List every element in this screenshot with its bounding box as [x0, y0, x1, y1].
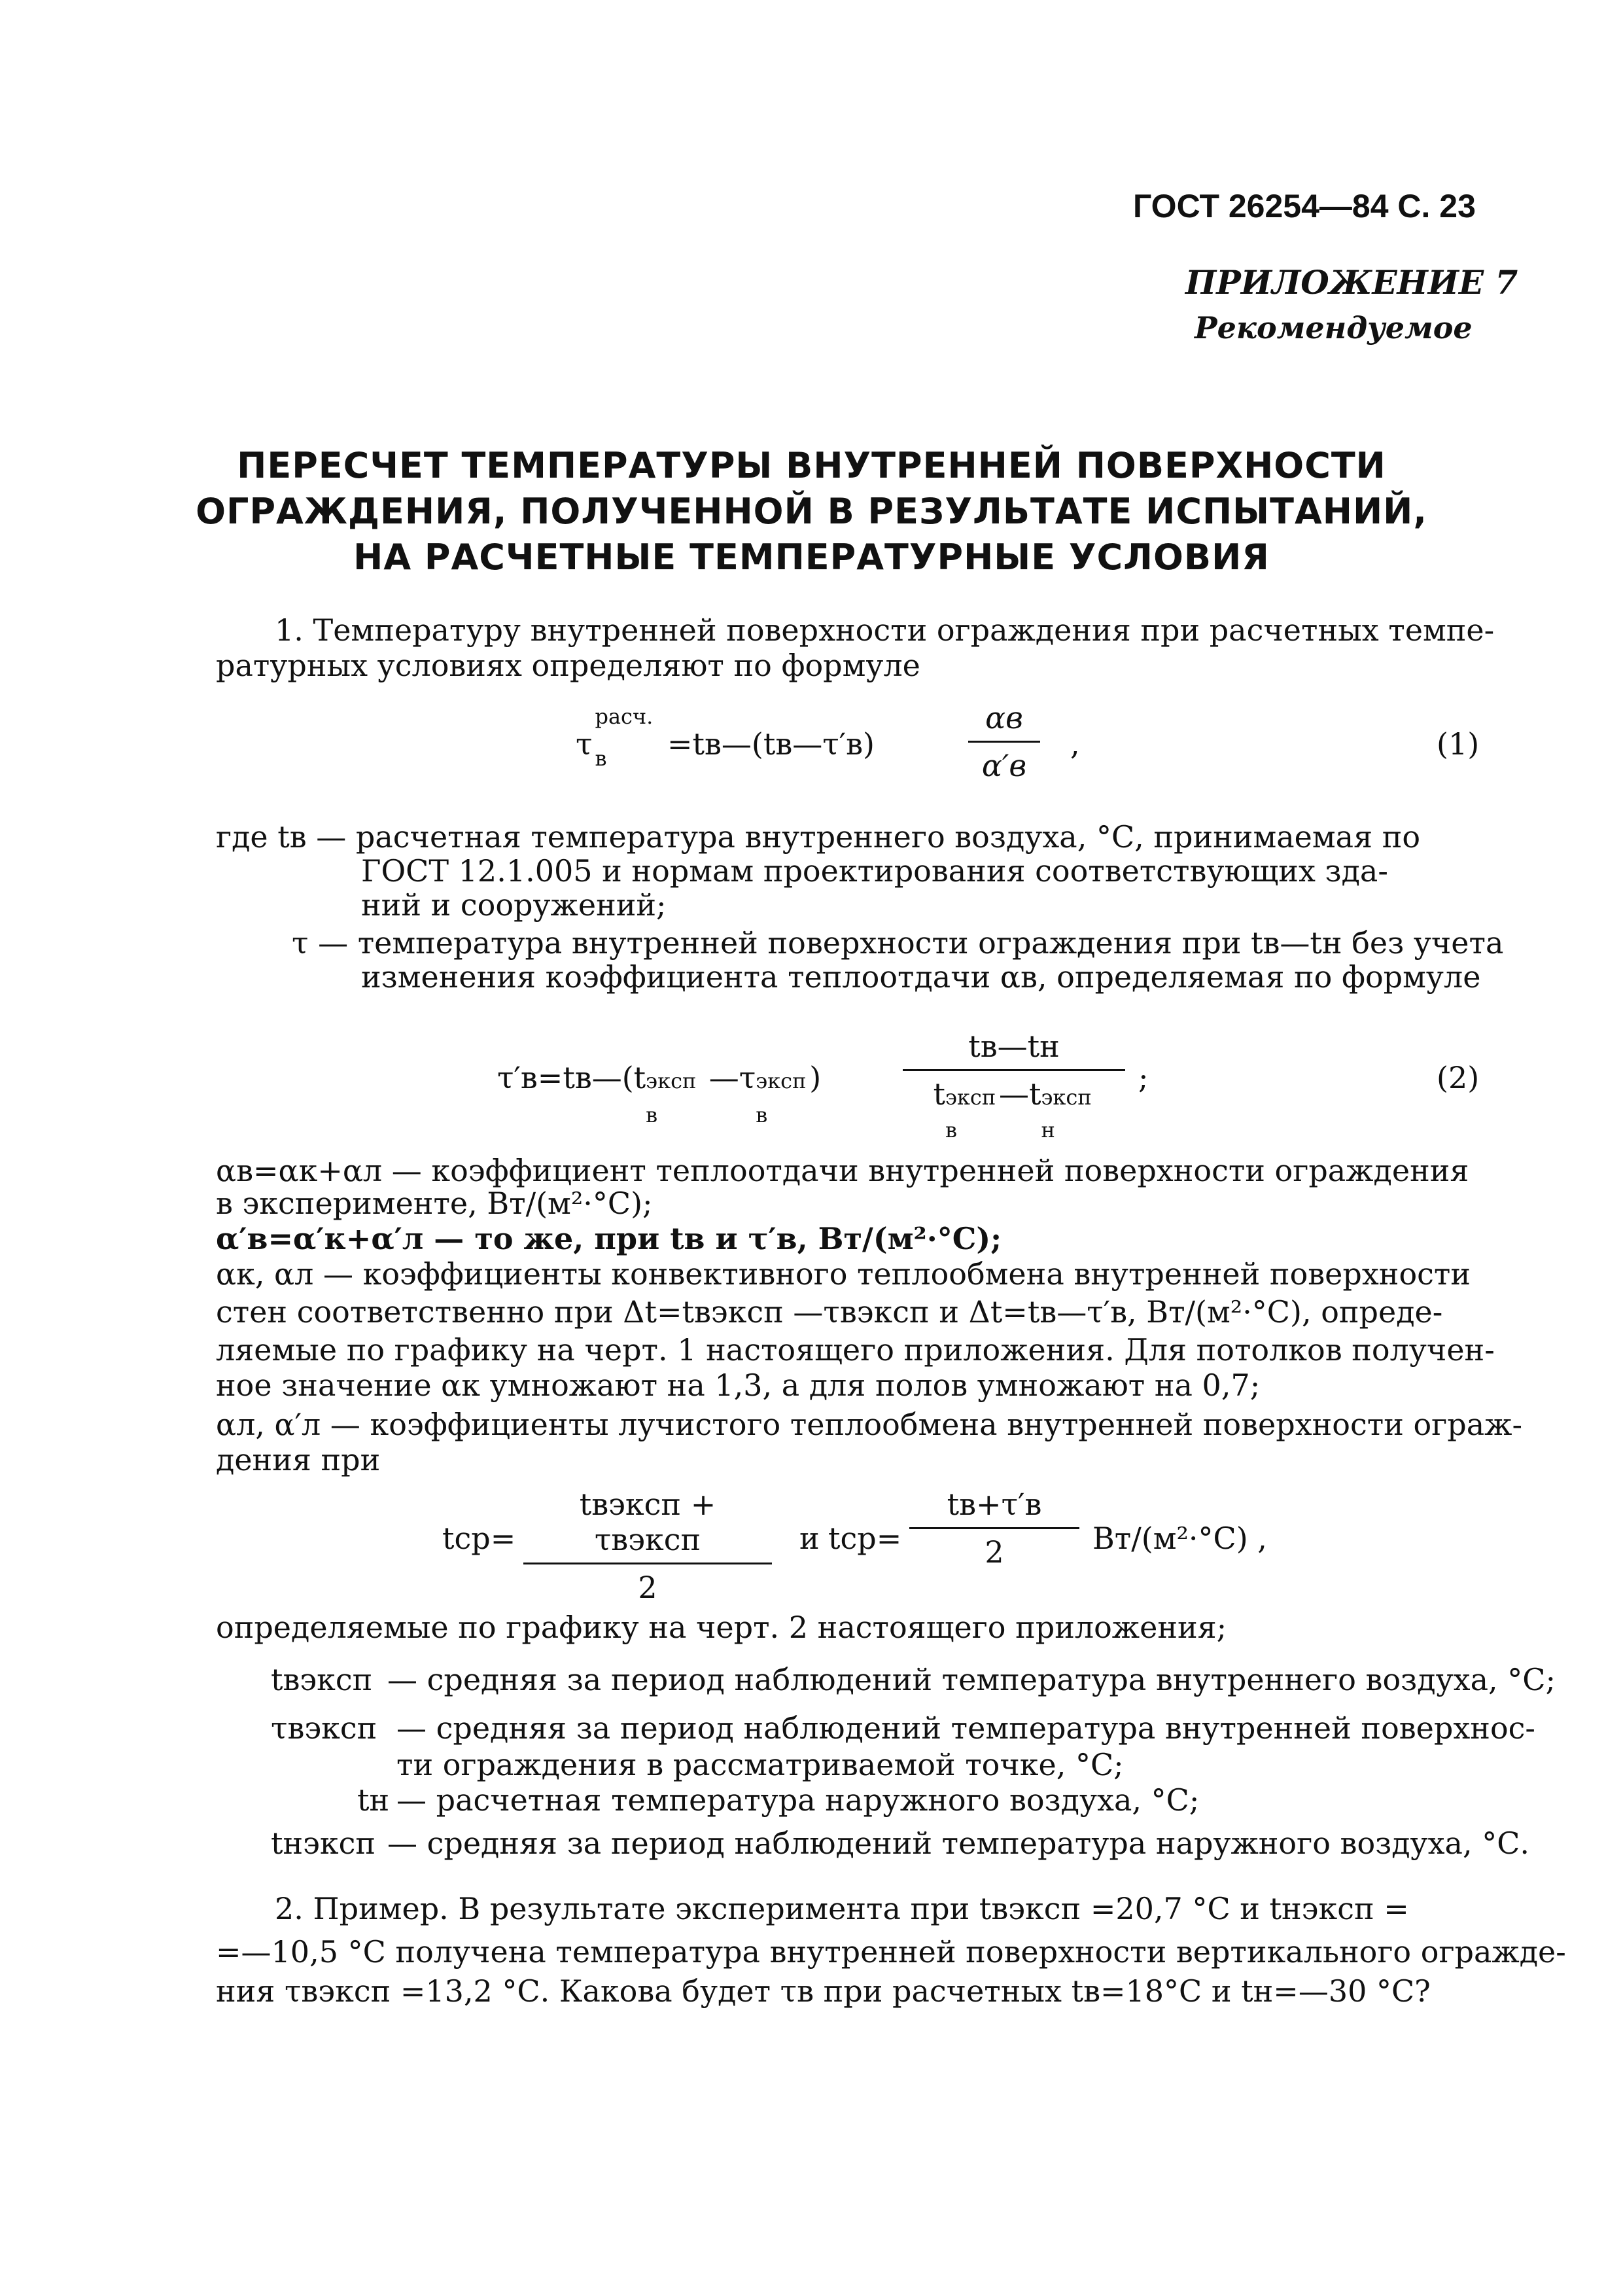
eq1-sub: в [595, 746, 607, 771]
eq2-den-a: t [933, 1076, 945, 1112]
paragraph-2-line-3: ния τвэксп =13,2 °С. Какова будет τв при расчетных tв=18°С и tн=—30 °С? [216, 1973, 1431, 2009]
eq3-and: и [799, 1521, 820, 1556]
defs3-symbol-1: tвэксп [271, 1662, 373, 1697]
defs3-text-3: — расчетная температура наружного воздуха, °С; [396, 1782, 1200, 1818]
eq1-tau: τ [576, 726, 593, 762]
eq2-mid-sub: в [756, 1103, 768, 1127]
eq2-den-a-sub: в [945, 1118, 958, 1142]
eq3-fraction-bar-2 [909, 1527, 1079, 1529]
eq3-numerator-2: tв+τ′в [947, 1487, 1042, 1522]
eq3-lhs-1: tср= [442, 1521, 516, 1556]
eq3-denominator-2: 2 [985, 1534, 1004, 1570]
defs2-line-2: в эксперименте, Вт/(м²·°С); [216, 1186, 653, 1221]
defs3-text-2-cont: ти ограждения в рассматриваемой точке, °С; [396, 1747, 1124, 1782]
defs1-text: расчетная температура внутреннего воздуха, °С, принимаемая по [355, 819, 1421, 855]
document-title-line-3: НА РАСЧЕТНЫЕ ТЕМПЕРАТУРНЫЕ УСЛОВИЯ [353, 537, 1270, 578]
eq2-number: (2) [1437, 1060, 1480, 1095]
eq2-den-a-sup: эксп [945, 1085, 996, 1110]
paragraph-2-line-1: 2. Пример. В результате эксперимента при tвэксп =20,7 °С и tнэксп = [275, 1891, 1409, 1926]
eq1-rhs: =tв—(tв—τ′в) [667, 726, 875, 762]
eq2-denominator [903, 1076, 1125, 1142]
defs1-line-4: τ — температура внутренней поверхности ограждения при tв—tн без учета [292, 925, 1504, 961]
appendix-title: ПРИЛОЖЕНИЕ 7 [1185, 263, 1518, 302]
eq3-fraction-2 [909, 1487, 1079, 1570]
eq3-lhs-2: tср= [828, 1521, 902, 1556]
eq1-fraction-bar [968, 741, 1040, 743]
document-title-line-1: ПЕРЕСЧЕТ ТЕМПЕРАТУРЫ ВНУТРЕННЕЙ ПОВЕРХНОСТИ [237, 445, 1386, 486]
eq2-close: ) [809, 1060, 822, 1095]
defs3-symbol-3: tн [357, 1782, 390, 1818]
paragraph-1-line-1: 1. Температуру внутренней поверхности ограждения при расчетных темпе- [275, 612, 1495, 648]
eq1-fraction [968, 700, 1040, 783]
defs2-line-1: αв=αк+αл — коэффициент теплоотдачи внутренней поверхности ограждения [216, 1153, 1469, 1188]
eq2-mid-sup: эксп [756, 1069, 807, 1093]
defs3-line-1: определяемые по графику на черт. 2 настоящего приложения; [216, 1610, 1227, 1645]
eq2-numerator: tв—tн [968, 1029, 1060, 1064]
defs2-line-9: дения при [216, 1442, 381, 1477]
eq3-fraction-1 [523, 1487, 772, 1605]
eq1-number: (1) [1437, 726, 1480, 762]
defs1-line-1 [216, 819, 1420, 855]
eq1-comma: , [1070, 726, 1080, 762]
eq3-fraction-bar-1 [523, 1563, 772, 1564]
eq1-lhs [576, 704, 654, 771]
eq2-fraction-bar [903, 1069, 1125, 1071]
eq2-lhs [497, 1060, 822, 1127]
defs3-text-1: — средняя за период наблюдений температура внутреннего воздуха, °С; [387, 1662, 1556, 1697]
eq1-sup: расч. [595, 704, 654, 729]
defs1-line-3: ний и сооружений; [361, 887, 667, 923]
eq2-lhs-sub: в [646, 1103, 658, 1127]
defs1-lead: где tв — [216, 819, 356, 855]
page-header: ГОСТ 26254—84 С. 23 [1133, 188, 1476, 224]
eq2-mid: —τ [699, 1060, 756, 1095]
paragraph-2-line-2: =—10,5 °С получена температура внутренней поверхности вертикального огражде- [216, 1934, 1566, 1969]
eq1-numerator: αв [985, 700, 1023, 735]
document-title-line-2: ОГРАЖДЕНИЯ, ПОЛУЧЕННОЙ В РЕЗУЛЬТАТЕ ИСПЫТАНИЙ, [196, 491, 1427, 532]
defs3-text-2: — средняя за период наблюдений температура внутренней поверхнос- [396, 1710, 1535, 1746]
defs3-symbol-4: tнэксп [271, 1826, 376, 1861]
eq3-numerator-1: tвэксп + τвэксп [579, 1487, 716, 1557]
defs2-line-8: αл, α′л — коэффициенты лучистого теплообмена внутренней поверхности ограж- [216, 1407, 1523, 1442]
defs1-line-2: ГОСТ 12.1.005 и нормам проектирования соответствующих зда- [361, 853, 1388, 889]
defs3-symbol-2: τвэксп [271, 1710, 377, 1746]
defs2-line-6: ляемые по графику на черт. 1 настоящего приложения. Для потолков получен- [216, 1332, 1495, 1368]
eq2-fraction [903, 1029, 1125, 1142]
paragraph-1-line-2: ратурных условиях определяют по формуле [216, 648, 920, 683]
eq1-denominator: α′в [981, 748, 1027, 783]
defs2-line-7: ное значение αк умножают на 1,3, а для полов умножают на 0,7; [216, 1368, 1261, 1403]
eq3-denominator-1: 2 [638, 1570, 657, 1605]
eq2-den-b-sup: эксп [1041, 1085, 1092, 1110]
defs2-line-5: стен соответственно при Δt=tвэксп —τвэксп и Δt=tв—τ′в, Вт/(м²·°С), опреде- [216, 1294, 1443, 1330]
defs1-line-5: изменения коэффициента теплоотдачи αв, определяемая по формуле [361, 959, 1481, 995]
appendix-subtitle: Рекомендуемое [1195, 310, 1473, 345]
defs3-text-4: — средняя за период наблюдений температура наружного воздуха, °С. [387, 1826, 1530, 1861]
eq2-den-b-sub: н [1041, 1118, 1055, 1142]
eq2-den-mid: —t [999, 1076, 1041, 1112]
defs2-line-4: αк, αл — коэффициенты конвективного теплообмена внутренней поверхности [216, 1256, 1471, 1292]
defs2-line-3: α′в=α′к+α′л — то же, при tв и τ′в, Вт/(м²·°С); [216, 1221, 1002, 1256]
eq2-lhs-sup: эксп [646, 1069, 697, 1093]
eq3-unit: Вт/(м²·°С) , [1092, 1521, 1267, 1556]
eq2-semicolon: ; [1138, 1060, 1149, 1095]
eq2-lhs-text: τ′в=tв—(t [497, 1060, 646, 1095]
